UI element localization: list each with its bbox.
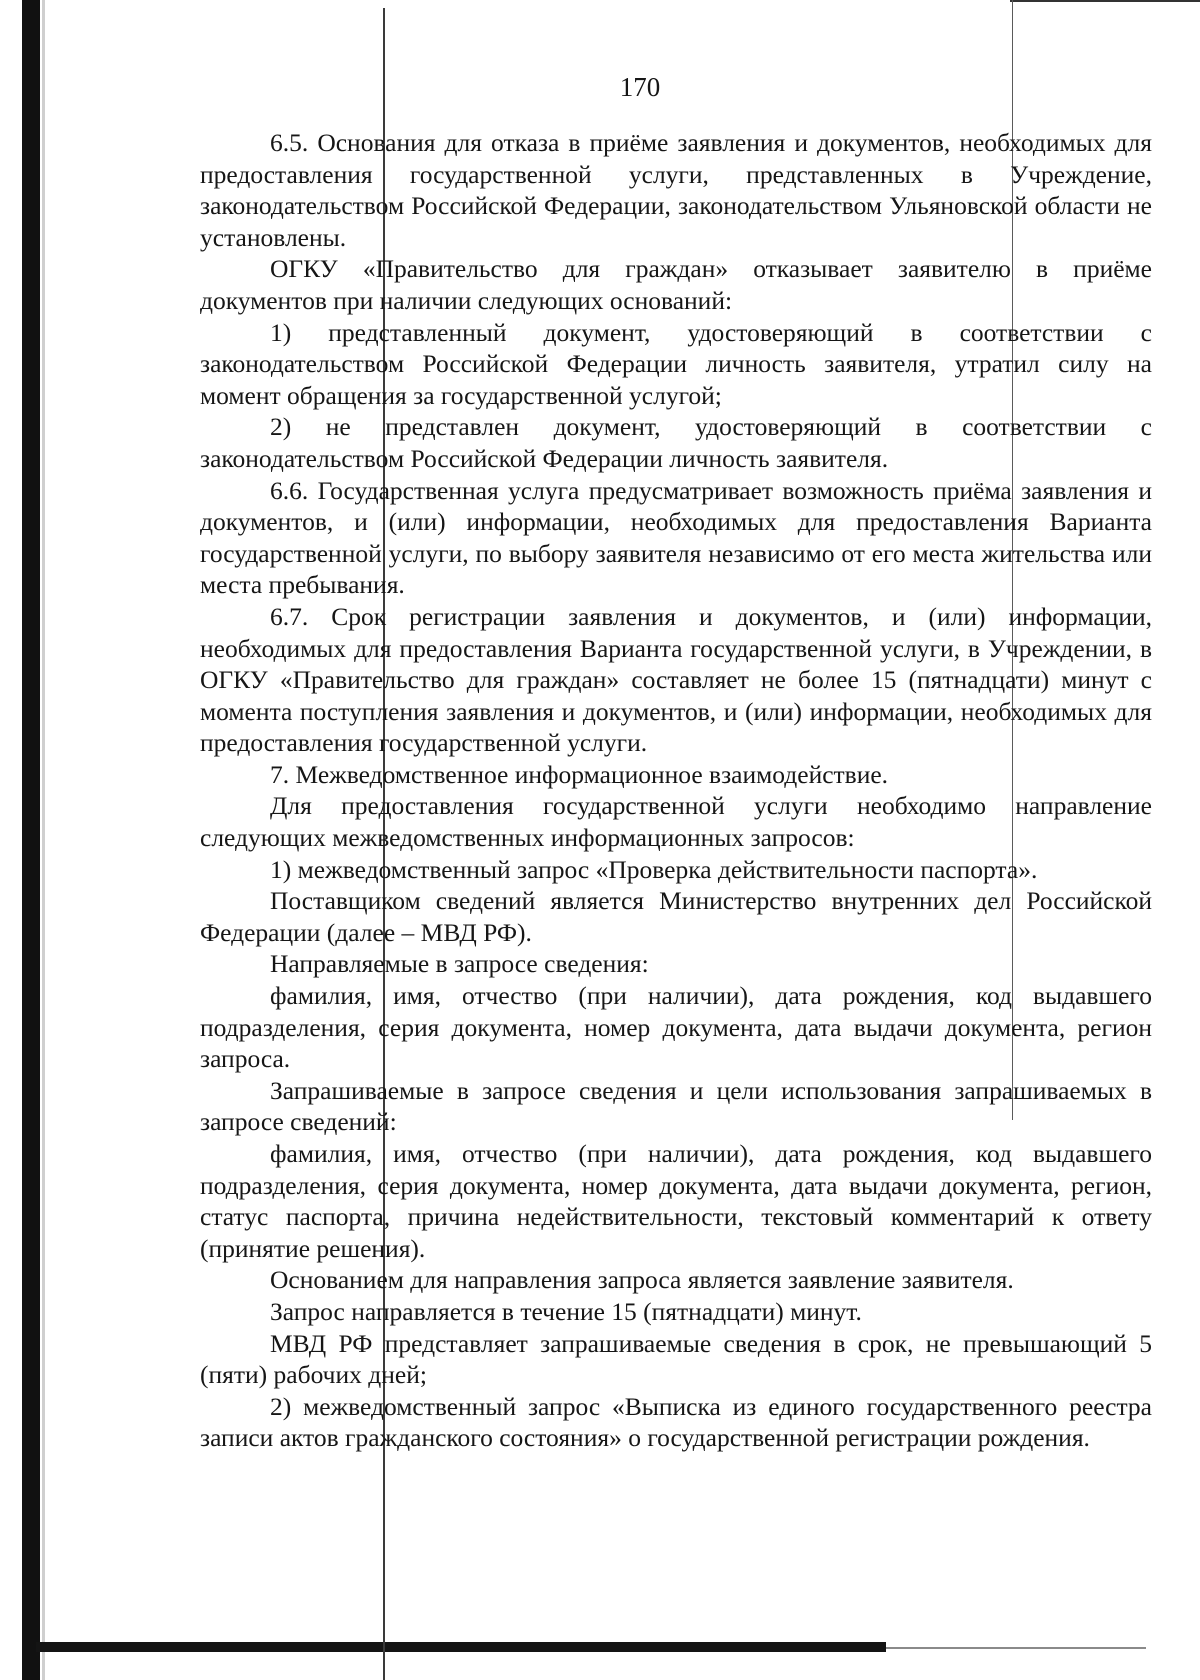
scan-edge-top: [1010, 0, 1200, 2]
paragraph: 1) представленный документ, удостоверяющий в соответствии с законодательством Российской Федерации личность заявителя, утратил силу на момент обращения за государственной услугой;: [200, 317, 1152, 410]
paragraph: Для предоставления государственной услуги необходимо направление следующих межведомственных информационных запросов:: [200, 791, 1152, 853]
paragraph: МВД РФ представляет запрашиваемые сведения в срок, не превышающий 5 (пяти) рабочих дней;: [200, 1328, 1152, 1390]
scan-edge-bottom: [36, 1642, 886, 1652]
paragraph: фамилия, имя, отчество (при наличии), дата рождения, код выдавшего подразделения, серия документа, номер документа, дата выдачи документа, регион запроса.: [200, 981, 1152, 1074]
paragraph: 7. Межведомственное информационное взаимодействие.: [270, 759, 889, 789]
paragraph: Запрос направляется в течение 15 (пятнадцати) минут.: [270, 1296, 862, 1326]
paragraph: 2) межведомственный запрос «Выписка из единого государственного реестра записи актов гражданского состояния» о государственной регистрации рождения.: [200, 1391, 1152, 1453]
scan-edge-left-shadow: [42, 0, 45, 1680]
document-body: [200, 127, 1152, 1454]
paragraph: 6.5. Основания для отказа в приёме заявления и документов, необходимых для предоставления государственной услуги, представленных в Учреждение, законодательством Российской Федерации, законодательством Ульяновской области не установлены.: [200, 128, 1152, 252]
paragraph: Запрашиваемые в запросе сведения и цели использования запрашиваемых в запросе сведений:: [200, 1075, 1152, 1137]
paragraph: Поставщиком сведений является Министерство внутренних дел Российской Федерации (далее – МВД РФ).: [200, 886, 1152, 947]
scan-edge-left: [22, 0, 40, 1680]
paragraph: Основанием для направления запроса является заявление заявителя.: [270, 1265, 1014, 1295]
paragraph: фамилия, имя, отчество (при наличии), дата рождения, код выдавшего подразделения, серия документа, номер документа, дата выдачи документа, регион, статус паспорта, причина недействительности, текстовый комментарий к ответу (принятие решения).: [200, 1139, 1152, 1263]
paragraph: ОГКУ «Правительство для граждан» отказывает заявителю в приёме документов при наличии следующих оснований:: [200, 254, 1152, 315]
paragraph: 6.6. Государственная услуга предусматривает возможность приёма заявления и документов, и (или) информации, необходимых для предоставления Варианта государственной услуги, по выбору заявителя независимо от его места жительства или места пребывания.: [200, 475, 1152, 600]
paragraph: 1) межведомственный запрос «Проверка действительности паспорта».: [270, 854, 1038, 884]
scan-edge-bottom-tail: [886, 1647, 1146, 1649]
paragraph: Направляемые в запросе сведения:: [270, 949, 649, 979]
paragraph: 2) не представлен документ, удостоверяющий в соответствии с законодательством Российской Федерации личность заявителя.: [200, 412, 1152, 473]
paragraph: 6.7. Срок регистрации заявления и документов, и (или) информации, необходимых для предоставления Варианта государственной услуги, в Учреждении, в ОГКУ «Правительство для граждан» составляет не более 15 (пятнадцати) минут с момента поступления заявления и документов, и (или) информации, необходимых для предоставления государственной услуги.: [200, 601, 1152, 758]
page-number: 170: [619, 72, 661, 102]
